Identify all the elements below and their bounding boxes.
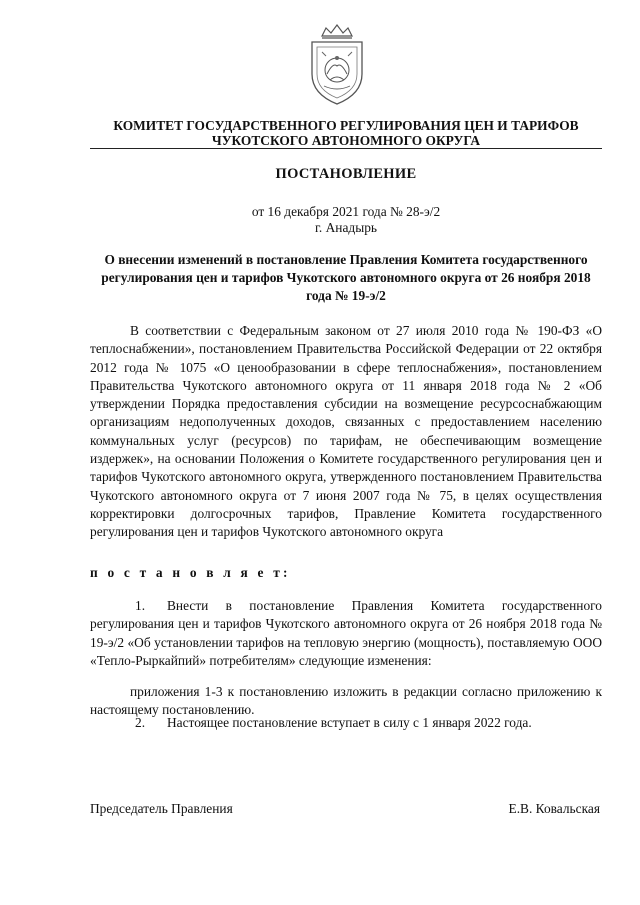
document-subject: О внесении изменений в постановление Правления Комитета государственного регулирования цен и тарифов Чукотского автономного округа от 26 ноября 2018 года № 19-э/2 bbox=[101, 252, 591, 303]
item-text: Внести в постановление Правления Комитета государственного регулирования цен и тарифов Чукотского автономного округа от 26 ноября 2018 года № 19-э/2 «Об установлении тарифов на тепловую энергию (мощность), поставляемую ООО «Тепло-Рыркайпий» потребителям» следующие изменения: bbox=[90, 598, 602, 668]
resolution-item-1-sub: приложения 1-3 к постановлению изложить в редакции согласно приложению к настоящему постановлению. bbox=[90, 684, 602, 718]
resolution-item-2 bbox=[90, 714, 602, 732]
organization-name-line-1: КОМИТЕТ ГОСУДАРСТВЕННОГО РЕГУЛИРОВАНИЯ ЦЕН И ТАРИФОВ bbox=[113, 118, 579, 133]
document-type-title: ПОСТАНОВЛЕНИЕ bbox=[275, 166, 417, 182]
signatory-name: Е.В. Ковальская bbox=[508, 801, 600, 816]
preamble-paragraph: В соответствии с Федеральным законом от 27 июля 2010 года № 190-ФЗ «О теплоснабжении», постановлением Правительства Российской Федерации от 22 октября 2012 года № 1075 «О ценообразовании в сфере теплоснабжения», постановлением Правительства Чукотского автономного округа от 11 января 2018 года № 2 «Об утверждении Порядка предоставления субсидии на возмещение ресурсоснабжающим организациям недополученных доходов, связанных с предоставлением населению коммунальных услуг (ресурсов) по тарифам, не обеспечивающим возмещение издержек», на основании Положения о Комитете государственного регулирования цен и тарифов Чукотского автономного округа, утвержденного постановлением Правительства Чукотского автономного округа от 7 июня 2007 года № 75, в целях осуществления корректировки долгосрочных тарифов, Правление Комитета государственного регулирования цен и тарифов Чукотского автономного округа bbox=[90, 323, 602, 540]
document-city: г. Анадырь bbox=[314, 220, 378, 235]
organization-name bbox=[90, 118, 602, 148]
organization-name-line-2: ЧУКОТСКОГО АВТОНОМНОГО ОКРУГА bbox=[211, 133, 481, 148]
coat-of-arms-icon bbox=[300, 22, 374, 110]
signatory-position: Председатель Правления bbox=[90, 801, 233, 816]
item-text: Настоящее постановление вступает в силу с 1 января 2022 года. bbox=[167, 715, 532, 730]
item-number: 1. bbox=[135, 598, 146, 613]
item-number: 2. bbox=[135, 715, 146, 730]
resolution-item-1 bbox=[90, 597, 602, 670]
resolves-heading: п о с т а н о в л я е т: bbox=[90, 565, 291, 580]
document-date-number: от 16 декабря 2021 года № 28-э/2 bbox=[251, 204, 441, 219]
header-divider bbox=[90, 148, 602, 149]
